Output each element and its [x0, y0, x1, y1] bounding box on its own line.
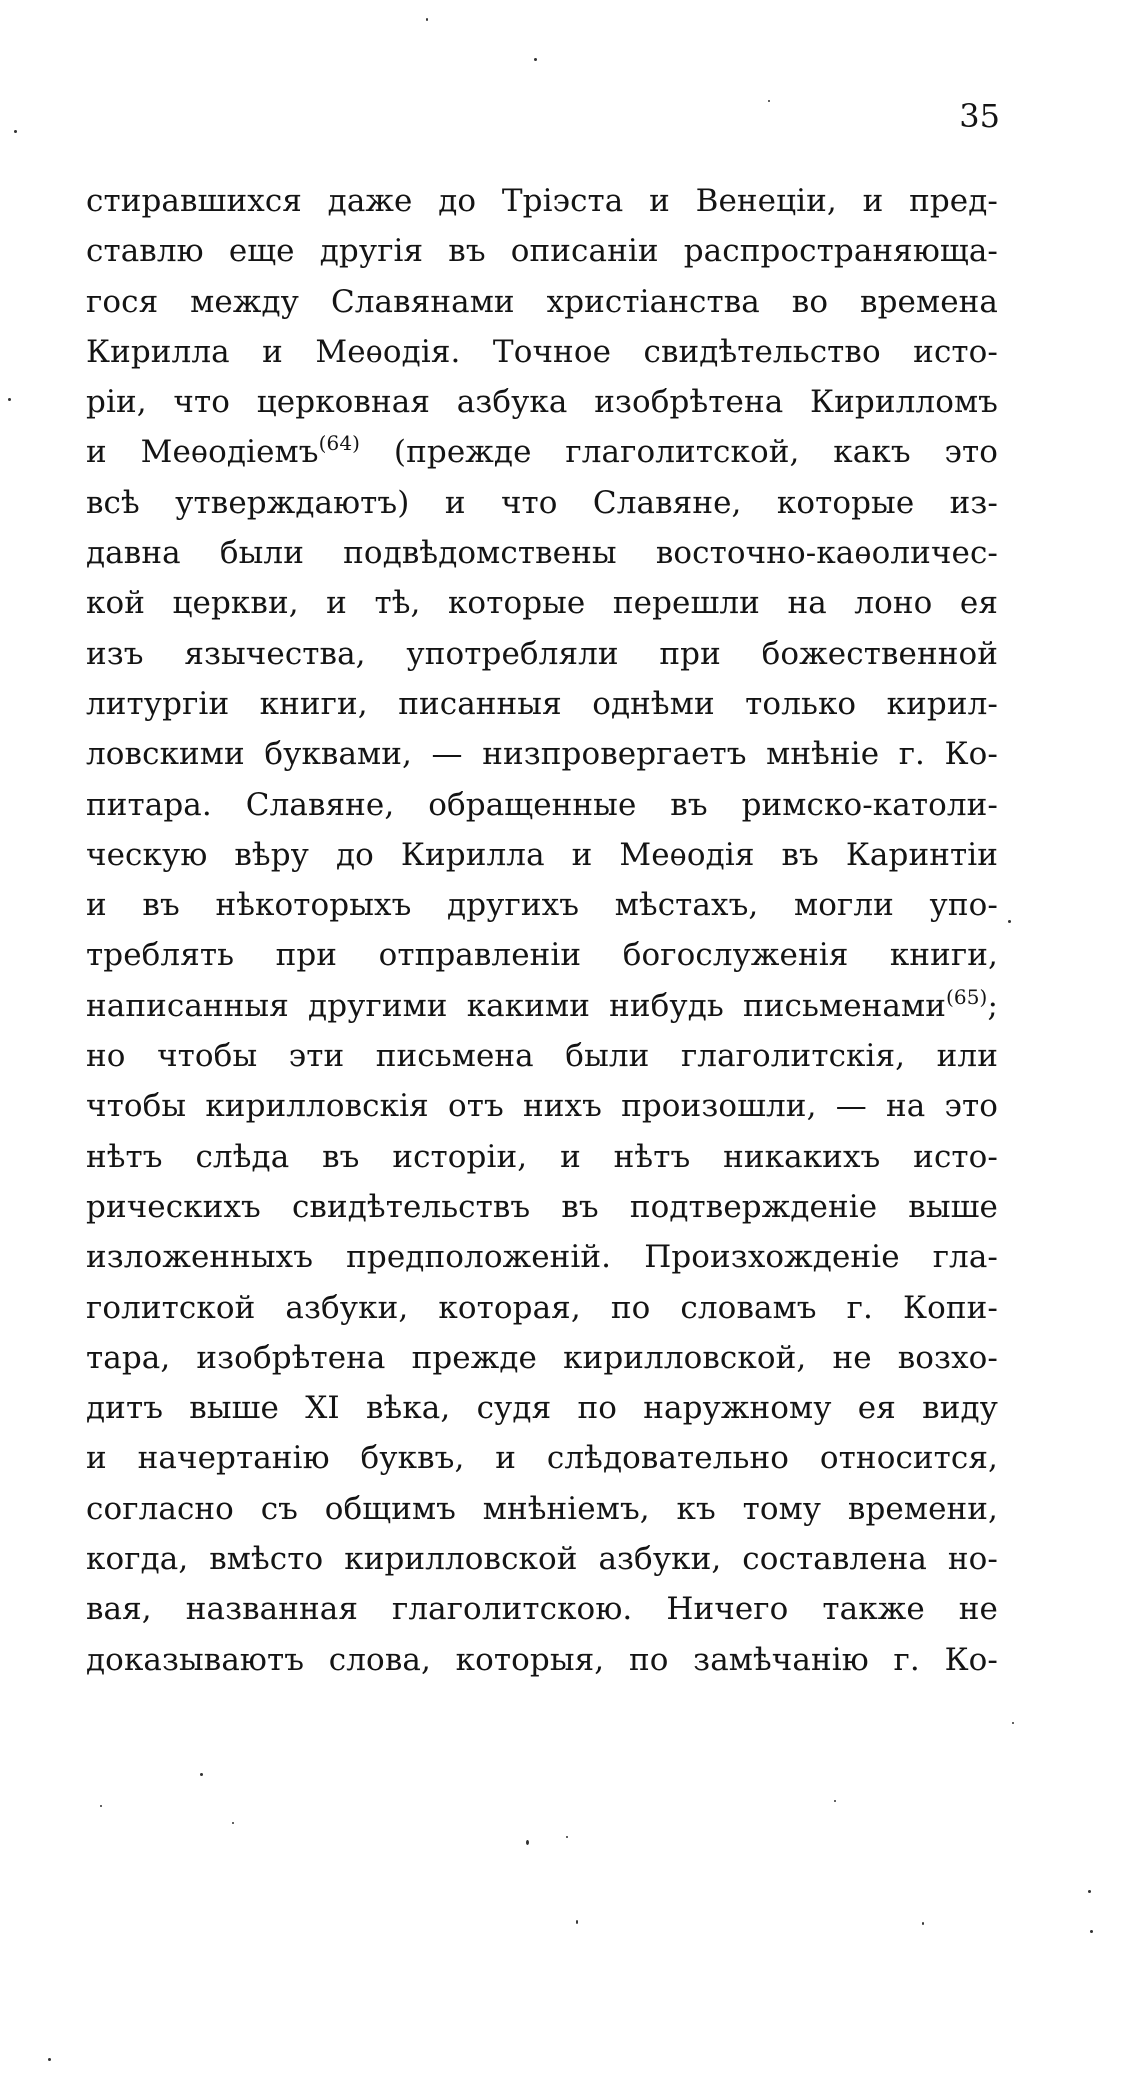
text-line — [86, 277, 998, 327]
line-text: дитъ выше XI вѣка, судя по наружному ея виду — [86, 1390, 998, 1427]
text-line — [86, 780, 998, 830]
text-line — [86, 629, 998, 679]
scan-speck — [1090, 1930, 1093, 1933]
scan-speck — [426, 18, 428, 21]
text-line — [86, 377, 998, 427]
line-text: давна были подвѣдомствены восточно-каѳоличес- — [86, 535, 998, 572]
line-text: изъ язычества, употребляли при божественной — [86, 635, 998, 672]
footnote-marker: (64) — [318, 431, 361, 456]
line-text: питара. Славяне, обращенные въ римско-католи- — [86, 786, 998, 823]
text-line — [86, 478, 998, 528]
text-line — [86, 1132, 998, 1182]
line-text: изложенныхъ предположеній. Произхожденіе гла- — [86, 1239, 998, 1276]
text-line — [86, 578, 998, 628]
scan-speck — [1008, 920, 1011, 923]
text-line — [86, 880, 998, 930]
scan-speck — [834, 1800, 836, 1802]
line-text: ріи, что церковная азбука изобрѣтена Кирилломъ — [86, 384, 998, 421]
scan-speck — [566, 1836, 568, 1838]
scan-speck — [534, 58, 537, 61]
text-line — [86, 729, 998, 779]
line-text: доказываютъ слова, которыя, по замѣчанію г. Ко- — [86, 1641, 998, 1678]
line-text: Кирилла и Меѳодія. Точное свидѣтельство исто- — [86, 333, 998, 370]
line-text: (прежде глаголитской, какъ это — [360, 434, 998, 471]
line-text: литургіи книги, писанныя однѣми только кирил- — [86, 685, 998, 722]
line-text: нѣтъ слѣда въ исторіи, и нѣтъ никакихъ исто- — [86, 1138, 998, 1175]
text-line — [86, 930, 998, 980]
line-text: чтобы кирилловскія отъ нихъ произошли, — на это — [86, 1088, 998, 1125]
text-line — [86, 1484, 998, 1534]
scan-speck — [922, 1922, 924, 1925]
line-text: и Меѳодіемъ — [86, 434, 319, 471]
line-text: рическихъ свидѣтельствъ въ подтвержденіе выше — [86, 1188, 998, 1225]
text-line — [86, 1333, 998, 1383]
text-line — [86, 1283, 998, 1333]
line-text: кой церкви, и тѣ, которые перешли на лоно ея — [86, 585, 998, 622]
line-text: голитской азбуки, которая, по словамъ г. Копи- — [86, 1289, 998, 1326]
line-text: стиравшихся даже до Тріэста и Венеціи, и пред- — [86, 183, 998, 219]
scan-speck — [526, 1840, 529, 1845]
scan-speck — [576, 1920, 578, 1924]
text-line — [86, 327, 998, 377]
text-line — [86, 427, 998, 477]
line-text: ческую вѣру до Кирилла и Меѳодія въ Каринтіи — [86, 836, 998, 873]
line-text: тара, изобрѣтена прежде кирилловской, не возхо- — [86, 1339, 998, 1376]
text-line — [86, 1383, 998, 1433]
text-line — [86, 1584, 998, 1634]
text-line — [86, 1433, 998, 1483]
text-line — [86, 1534, 998, 1584]
line-text: вая, названная глаголитскою. Ничего также не — [86, 1591, 998, 1628]
text-line — [86, 1081, 998, 1131]
text-line — [86, 679, 998, 729]
line-text: когда, вмѣсто кирилловской азбуки, составлена но- — [86, 1541, 998, 1578]
scan-speck — [48, 2058, 51, 2061]
text-line — [86, 981, 998, 1031]
text-line — [86, 176, 998, 226]
line-text: ; — [987, 987, 998, 1024]
text-line — [86, 1232, 998, 1282]
line-text: ставлю еще другія въ описаніи распространяюща- — [86, 233, 998, 270]
page-number: 35 — [959, 97, 1000, 135]
footnote-marker: (65) — [945, 984, 988, 1009]
text-line — [86, 1635, 998, 1685]
text-line — [86, 1031, 998, 1081]
scan-speck — [8, 398, 11, 401]
text-line — [86, 1182, 998, 1232]
scan-speck — [768, 100, 770, 102]
line-text: всѣ утверждаютъ) и что Славяне, которые из- — [86, 484, 998, 521]
line-text: но чтобы эти письмена были глаголитскія, или — [86, 1038, 998, 1075]
text-line — [86, 226, 998, 276]
text-line — [86, 830, 998, 880]
line-text: гося между Славянами христіанства во времена — [86, 283, 998, 320]
line-text: треблять при отправленіи богослуженія книги, — [86, 937, 998, 974]
scan-speck — [14, 130, 17, 133]
scan-speck — [1012, 1722, 1014, 1724]
line-text: ловскими буквами, — низпровергаетъ мнѣніе г. Ко- — [86, 736, 998, 773]
scan-speck — [100, 1805, 102, 1807]
scan-speck — [232, 1822, 234, 1824]
line-text: согласно съ общимъ мнѣніемъ, къ тому времени, — [86, 1490, 998, 1527]
text-line — [86, 528, 998, 578]
line-text: и въ нѣкоторыхъ другихъ мѣстахъ, могли упо- — [86, 887, 998, 924]
scan-speck — [1088, 1890, 1091, 1893]
line-text: написанныя другими какими нибудь письменами — [86, 987, 946, 1024]
body-text — [86, 176, 998, 1685]
line-text: и начертанію буквъ, и слѣдовательно относится, — [86, 1440, 998, 1477]
scan-speck — [200, 1773, 203, 1776]
